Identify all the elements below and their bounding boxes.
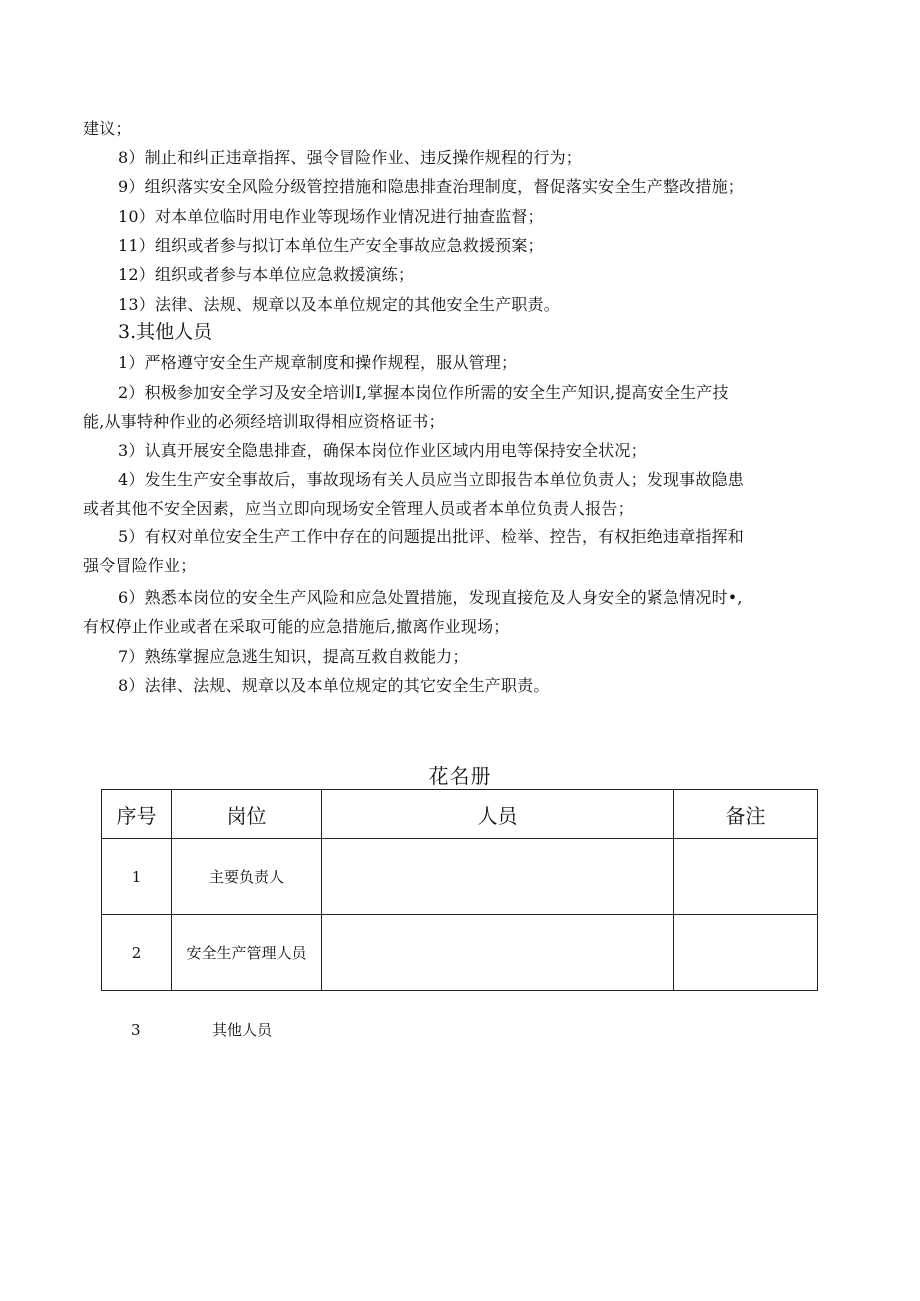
cell-number: 1	[102, 839, 172, 915]
paragraph-continuation: 建议；	[83, 119, 132, 138]
cell-number: 2	[102, 915, 172, 991]
duty-item-9: 9）组织落实安全风险分级管控措施和隐患排查治理制度，督促落实安全生产整改措施；	[118, 177, 744, 196]
cell-position: 主要负责人	[172, 839, 322, 915]
other-item-4: 4）发生生产安全事故后，事故现场有关人员应当立即报告本单位负责人；发现事故隐患	[118, 470, 744, 489]
duty-item-8: 8）制止和纠正违章指挥、强令冒险作业、违反操作规程的行为；	[118, 148, 582, 167]
cell-person	[322, 839, 674, 915]
cell-position: 安全生产管理人员	[172, 915, 322, 991]
other-item-2: 2）积极参加安全学习及安全培训I,掌握本岗位作所需的安全生产知识,提高安全生产技	[118, 383, 729, 402]
other-item-5: 5）有权对单位安全生产工作中存在的问题提出批评、检举、控告，有权拒绝违章指挥和	[118, 527, 744, 546]
other-item-8: 8）法律、法规、规章以及本单位规定的其它安全生产职责。	[118, 676, 550, 695]
cell-note	[674, 839, 818, 915]
table-row	[102, 915, 818, 991]
cell-person	[322, 915, 674, 991]
header-note: 备注	[674, 790, 818, 839]
section-heading: 3.其他人员	[118, 321, 213, 343]
duty-item-11: 11）组织或者参与拟订本单位生产安全事故应急救援预案；	[118, 236, 544, 255]
table-row	[102, 839, 818, 915]
table-header-row	[102, 790, 818, 839]
other-item-6: 6）熟悉本岗位的安全生产风险和应急处置措施，发现直接危及人身安全的紧急情况时•,	[118, 588, 743, 607]
header-person: 人员	[322, 790, 674, 839]
duty-item-10: 10）对本单位临时用电作业等现场作业情况进行抽查监督；	[118, 207, 544, 226]
header-position: 岗位	[172, 790, 322, 839]
extra-row-position: 其他人员	[212, 1021, 273, 1039]
other-item-6-cont: 有权停止作业或者在采取可能的应急措施后,撤离作业现场；	[83, 617, 510, 636]
cell-note	[674, 915, 818, 991]
roster-title: 花名册	[428, 764, 492, 788]
other-item-5-cont: 强令冒险作业；	[83, 556, 197, 575]
header-number: 序号	[102, 790, 172, 839]
roster-table	[101, 789, 818, 991]
other-item-7: 7）熟练掌握应急逃生知识，提高互救自救能力；	[118, 647, 469, 666]
other-item-4-cont: 或者其他不安全因素，应当立即向现场安全管理人员或者本单位负责人报告；	[83, 499, 634, 518]
extra-row-number: 3	[131, 1021, 141, 1039]
duty-item-13: 13）法律、法规、规章以及本单位规定的其他安全生产职责。	[118, 295, 560, 314]
other-item-1: 1）严格遵守安全生产规章制度和操作规程，服从管理；	[118, 353, 518, 372]
duty-item-12: 12）组织或者参与本单位应急救援演练；	[118, 265, 415, 284]
other-item-2-cont: 能,从事特种作业的必须经培训取得相应资格证书；	[83, 412, 445, 431]
other-item-3: 3）认真开展安全隐患排查，确保本岗位作业区域内用电等保持安全状况；	[118, 441, 647, 460]
